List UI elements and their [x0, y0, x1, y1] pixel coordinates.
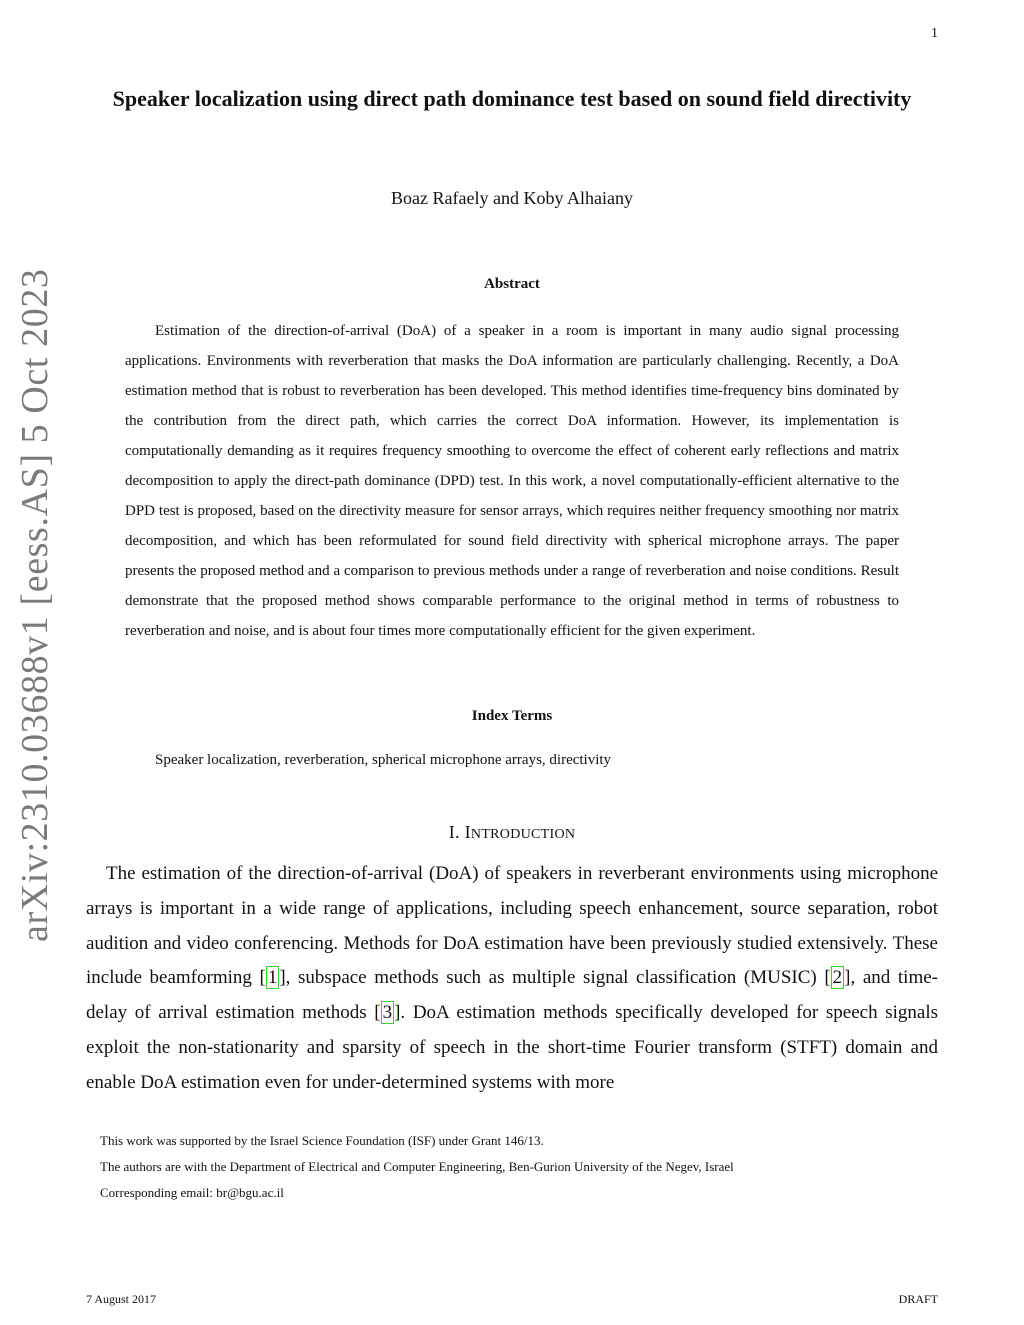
footer-draft-label: DRAFT — [898, 1292, 938, 1306]
footnotes — [100, 1128, 920, 1206]
footer-date: 7 August 2017 — [86, 1292, 157, 1306]
introduction-paragraph — [86, 857, 938, 1101]
index-terms-heading: Index Terms — [471, 708, 553, 724]
intro-text-2: ], subspace methods such as multiple signal classification (MUSIC) [ — [279, 967, 831, 989]
intro-text-4: ]. DoA estimation methods specifically developed for speech signals exploit the non-stationarity and sparsity of speech in the short-time Fourier transform (STFT) domain and enable DoA estimation even for under-determined systems with more — [86, 1002, 938, 1093]
citation-link-2[interactable]: 2 — [832, 967, 843, 989]
footnote-email: Corresponding email: br@bgu.ac.il — [100, 1185, 284, 1200]
section-heading-introduction — [112, 822, 912, 843]
section-title-rest: NTRODUCTION — [470, 827, 576, 842]
page-number: 1 — [931, 26, 938, 41]
citation-link-3[interactable]: 3 — [382, 1002, 393, 1024]
abstract-heading: Abstract — [484, 276, 540, 292]
arxiv-identifier: arXiv:2310.03688v1 [eess.AS] 5 Oct 2023 — [14, 268, 56, 942]
section-title-initial: I — [464, 822, 471, 842]
footnote-funding: This work was supported by the Israel Science Foundation (ISF) under Grant 146/13. — [100, 1133, 544, 1148]
paper-authors: Boaz Rafaely and Koby Alhaiany — [391, 188, 633, 208]
intro-text-1: The estimation of the direction-of-arrival (DoA) of speakers in reverberant environments using microphone arrays is important in a wide range of applications, including speech enhancement, source separation, robot audition and video conferencing. Methods for DoA estimation have been previously studied extensively. These include beamforming [ — [86, 863, 938, 989]
index-terms-body: Speaker localization, reverberation, spherical microphone arrays, directivity — [155, 752, 612, 768]
paper-title: Speaker localization using direct path dominance test based on sound field directivity — [112, 86, 912, 111]
intro-text-3: ], and time-delay of arrival estimation methods [ — [86, 967, 939, 1024]
abstract-body: Estimation of the direction-of-arrival (DoA) of a speaker in a room is important in many audio signal processing applications. Environments with reverberation that masks the DoA information are particularly challenging. Recently, a DoA estimation method that is robust to reverberation has been developed. This method identifies time-frequency bins dominated by the contribution from the direct path, which carries the correct DoA information. However, its implementation is computationally demanding as it requires frequency smoothing to overcome the effect of coherent early reflections and matrix decomposition to apply the direct-path dominance (DPD) test. In this work, a novel computationally-efficient alternative to the DPD test is proposed, based on the directivity measure for sensor arrays, which requires neither frequency smoothing nor matrix decomposition, and which has been reformulated for sound field directivity with spherical microphone arrays. The paper presents the proposed method and a comparison to previous methods under a range of reverberation and noise conditions. Result demonstrate that the proposed method shows comparable performance to the original method in terms of robustness to reverberation and noise, and is about four times more computationally efficient for the given experiment. — [125, 323, 899, 639]
section-number: I. — [448, 822, 460, 842]
footnote-affiliation: The authors are with the Department of Electrical and Computer Engineering, Ben-Gurion University of the Negev, Israel — [100, 1159, 734, 1174]
citation-link-1[interactable]: 1 — [267, 967, 278, 989]
